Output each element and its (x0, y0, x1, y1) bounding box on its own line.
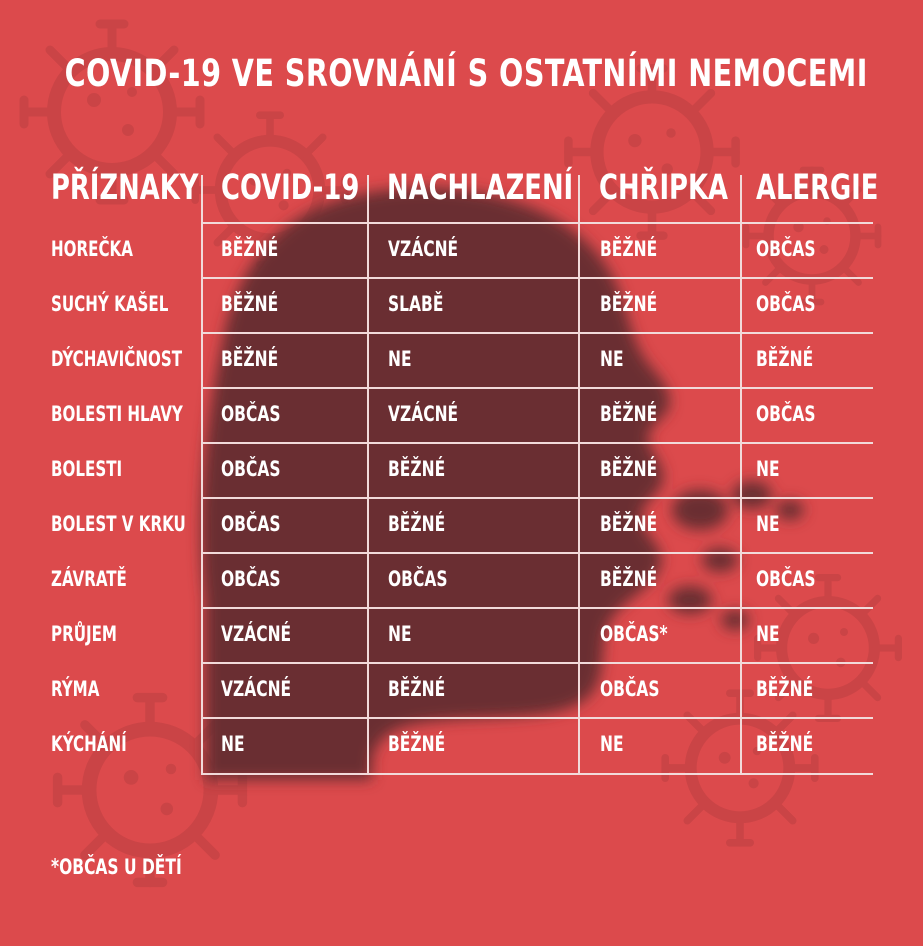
row-label: SUCHÝ KAŠEL (51, 292, 169, 316)
cell-allergy: BĚŽNÉ (756, 677, 814, 701)
cell-cold: BĚŽNÉ (388, 512, 446, 536)
row-divider (203, 773, 873, 775)
cell-allergy: BĚŽNÉ (756, 732, 814, 756)
row-label: ZÁVRATĚ (51, 567, 127, 591)
row-divider (203, 552, 873, 554)
row-divider (203, 607, 873, 609)
row-divider (203, 277, 873, 279)
cell-covid: BĚŽNÉ (221, 237, 279, 261)
cell-allergy: BĚŽNÉ (756, 347, 814, 371)
row-label: KÝCHÁNÍ (51, 732, 127, 756)
header-symptoms: PŘÍZNAKY (51, 168, 199, 208)
header-allergy: ALERGIE (756, 168, 879, 208)
cell-cold: VZÁCNÉ (388, 237, 459, 261)
cell-allergy: OBČAS (756, 237, 816, 261)
row-divider (203, 222, 873, 224)
footnote: *OBČAS U DĚTÍ (51, 855, 182, 879)
cell-cold: BĚŽNÉ (388, 677, 446, 701)
cell-covid: OBČAS (221, 567, 281, 591)
cell-allergy: NE (756, 512, 780, 536)
cell-flu: BĚŽNÉ (600, 567, 658, 591)
cell-cold: BĚŽNÉ (388, 732, 446, 756)
cell-allergy: OBČAS (756, 292, 816, 316)
cell-covid: VZÁCNÉ (221, 677, 292, 701)
cell-cold: SLABĚ (388, 292, 444, 316)
column-divider (578, 175, 580, 775)
cell-cold: NE (388, 347, 412, 371)
row-divider (203, 497, 873, 499)
cell-covid: OBČAS (221, 512, 281, 536)
row-divider (203, 717, 873, 719)
cell-allergy: NE (756, 457, 780, 481)
cell-allergy: NE (756, 622, 780, 646)
cell-covid: BĚŽNÉ (221, 292, 279, 316)
cell-cold: NE (388, 622, 412, 646)
cell-flu: BĚŽNÉ (600, 292, 658, 316)
cell-flu: BĚŽNÉ (600, 457, 658, 481)
row-label: PRŮJEM (51, 622, 117, 646)
cell-flu: NE (600, 347, 624, 371)
cell-cold: VZÁCNÉ (388, 402, 459, 426)
row-label: BOLESTI (51, 457, 123, 481)
row-label: DÝCHAVIČNOST (51, 347, 183, 371)
cell-covid: VZÁCNÉ (221, 622, 292, 646)
row-label: RÝMA (51, 677, 100, 701)
cell-covid: OBČAS (221, 402, 281, 426)
column-divider (201, 175, 203, 775)
page-title: COVID-19 VE SROVNÁNÍ S OSTATNÍMI NEMOCEMI (64, 52, 868, 95)
row-label: HOREČKA (51, 237, 133, 261)
cell-cold: OBČAS (388, 567, 448, 591)
cell-covid: NE (221, 732, 245, 756)
column-divider (367, 175, 369, 775)
column-divider (740, 175, 742, 775)
cell-flu: BĚŽNÉ (600, 512, 658, 536)
header-cold: NACHLAZENÍ (387, 168, 574, 208)
cell-cold: BĚŽNÉ (388, 457, 446, 481)
row-label: BOLESTI HLAVY (51, 402, 183, 426)
cell-flu: OBČAS (600, 677, 660, 701)
header-covid: COVID-19 (221, 168, 360, 208)
row-divider (203, 442, 873, 444)
cell-flu: NE (600, 732, 624, 756)
cell-covid: OBČAS (221, 457, 281, 481)
cell-covid: BĚŽNÉ (221, 347, 279, 371)
cell-flu: BĚŽNÉ (600, 237, 658, 261)
cell-allergy: OBČAS (756, 402, 816, 426)
cell-flu: BĚŽNÉ (600, 402, 658, 426)
row-divider (203, 387, 873, 389)
cell-allergy: OBČAS (756, 567, 816, 591)
row-divider (203, 332, 873, 334)
header-flu: CHŘIPKA (599, 168, 728, 208)
row-label: BOLEST V KRKU (51, 512, 186, 536)
row-divider (203, 662, 873, 664)
cell-flu: OBČAS* (600, 622, 668, 646)
